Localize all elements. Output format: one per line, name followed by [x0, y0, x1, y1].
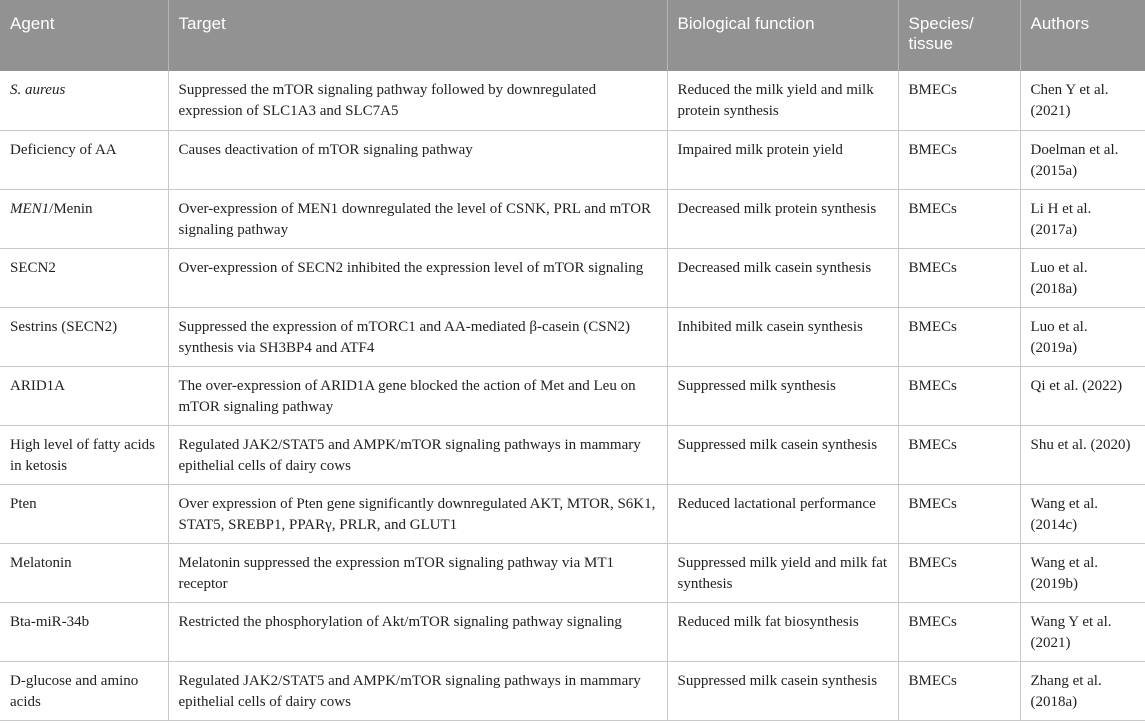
- cell-authors: Zhang et al. (2018a): [1020, 661, 1145, 720]
- table-row: [0, 189, 1145, 248]
- agent-text: D-glucose and amino acids: [10, 672, 139, 710]
- cell-function: Decreased milk protein synthesis: [667, 189, 898, 248]
- cell-target: Suppressed the mTOR signaling pathway followed by downregulated expression of SLC1A3 and SLC7A5: [168, 71, 667, 130]
- cell-authors: Qi et al. (2022): [1020, 366, 1145, 425]
- header-authors: Authors: [1020, 0, 1145, 71]
- cell-species: BMECs: [898, 307, 1020, 366]
- agent-text: Sestrins (SECN2): [10, 318, 118, 335]
- cell-function: Decreased milk casein synthesis: [667, 248, 898, 307]
- header-target: Target: [168, 0, 667, 71]
- cell-target: Suppressed the expression of mTORC1 and AA-mediated β-casein (CSN2) synthesis via SH3BP4 and ATF4: [168, 307, 667, 366]
- cell-agent: [0, 307, 168, 366]
- header-species-tissue: Species/ tissue: [898, 0, 1020, 71]
- cell-agent: [0, 366, 168, 425]
- cell-function: Reduced milk fat biosynthesis: [667, 602, 898, 661]
- cell-species: BMECs: [898, 189, 1020, 248]
- cell-species: BMECs: [898, 366, 1020, 425]
- cell-authors: Wang et al. (2019b): [1020, 543, 1145, 602]
- agent-text: Pten: [10, 495, 37, 512]
- cell-target: Regulated JAK2/STAT5 and AMPK/mTOR signaling pathways in mammary epithelial cells of dairy cows: [168, 425, 667, 484]
- table-row: [0, 130, 1145, 189]
- table-row: [0, 248, 1145, 307]
- table-body: [0, 71, 1145, 720]
- table-row: [0, 425, 1145, 484]
- cell-authors: Wang Y et al. (2021): [1020, 602, 1145, 661]
- cell-target: The over-expression of ARID1A gene blocked the action of Met and Leu on mTOR signaling pathway: [168, 366, 667, 425]
- cell-species: BMECs: [898, 71, 1020, 130]
- cell-authors: Luo et al. (2019a): [1020, 307, 1145, 366]
- cell-function: Inhibited milk casein synthesis: [667, 307, 898, 366]
- cell-agent: [0, 543, 168, 602]
- header-biological-function: Biological function: [667, 0, 898, 71]
- cell-agent: [0, 248, 168, 307]
- table-row: [0, 307, 1145, 366]
- agent-italic: S. aureus: [10, 82, 66, 98]
- cell-agent: [0, 661, 168, 720]
- cell-function: Suppressed milk synthesis: [667, 366, 898, 425]
- cell-species: BMECs: [898, 248, 1020, 307]
- agent-text: /Menin: [49, 200, 93, 217]
- cell-function: Reduced lactational performance: [667, 484, 898, 543]
- cell-authors: Wang et al. (2014c): [1020, 484, 1145, 543]
- table-header: [0, 0, 1145, 71]
- table-row: [0, 602, 1145, 661]
- agent-text: Melatonin: [10, 554, 72, 571]
- table-row: [0, 484, 1145, 543]
- table-row: [0, 543, 1145, 602]
- cell-function: Reduced the milk yield and milk protein synthesis: [667, 71, 898, 130]
- cell-agent: [0, 484, 168, 543]
- cell-species: BMECs: [898, 484, 1020, 543]
- agent-text: Bta-miR-34b: [10, 613, 90, 630]
- cell-function: Suppressed milk yield and milk fat synthesis: [667, 543, 898, 602]
- cell-target: Over-expression of MEN1 downregulated the level of CSNK, PRL and mTOR signaling pathway: [168, 189, 667, 248]
- cell-species: BMECs: [898, 602, 1020, 661]
- cell-authors: Li H et al. (2017a): [1020, 189, 1145, 248]
- agent-text: High level of fatty acids in ketosis: [10, 436, 155, 474]
- cell-species: BMECs: [898, 425, 1020, 484]
- cell-authors: Doelman et al. (2015a): [1020, 130, 1145, 189]
- cell-target: Regulated JAK2/STAT5 and AMPK/mTOR signaling pathways in mammary epithelial cells of dairy cows: [168, 661, 667, 720]
- cell-function: Impaired milk protein yield: [667, 130, 898, 189]
- cell-function: Suppressed milk casein synthesis: [667, 425, 898, 484]
- cell-agent: [0, 602, 168, 661]
- cell-target: Over-expression of SECN2 inhibited the expression level of mTOR signaling: [168, 248, 667, 307]
- cell-target: Causes deactivation of mTOR signaling pathway: [168, 130, 667, 189]
- cell-authors: Luo et al. (2018a): [1020, 248, 1145, 307]
- cell-target: Over expression of Pten gene significantly downregulated AKT, MTOR, S6K1, STAT5, SREBP1, PPARγ, PRLR, and GLUT1: [168, 484, 667, 543]
- header-agent: Agent: [0, 0, 168, 71]
- agent-text: SECN2: [10, 259, 56, 276]
- table-row: [0, 366, 1145, 425]
- cell-agent: [0, 130, 168, 189]
- agent-text: ARID1A: [10, 377, 65, 394]
- cell-agent: [0, 71, 168, 130]
- cell-target: Melatonin suppressed the expression mTOR signaling pathway via MT1 receptor: [168, 543, 667, 602]
- cell-authors: Shu et al. (2020): [1020, 425, 1145, 484]
- cell-agent: [0, 425, 168, 484]
- cell-target: Restricted the phosphorylation of Akt/mTOR signaling pathway signaling: [168, 602, 667, 661]
- cell-species: BMECs: [898, 130, 1020, 189]
- cell-authors: Chen Y et al. (2021): [1020, 71, 1145, 130]
- cell-species: BMECs: [898, 543, 1020, 602]
- cell-agent: [0, 189, 168, 248]
- agent-text: Deficiency of AA: [10, 141, 117, 158]
- table-row: [0, 71, 1145, 130]
- agent-italic: MEN1: [10, 200, 50, 217]
- table-row: [0, 661, 1145, 720]
- header-row: [0, 0, 1145, 71]
- cell-species: BMECs: [898, 661, 1020, 720]
- cell-function: Suppressed milk casein synthesis: [667, 661, 898, 720]
